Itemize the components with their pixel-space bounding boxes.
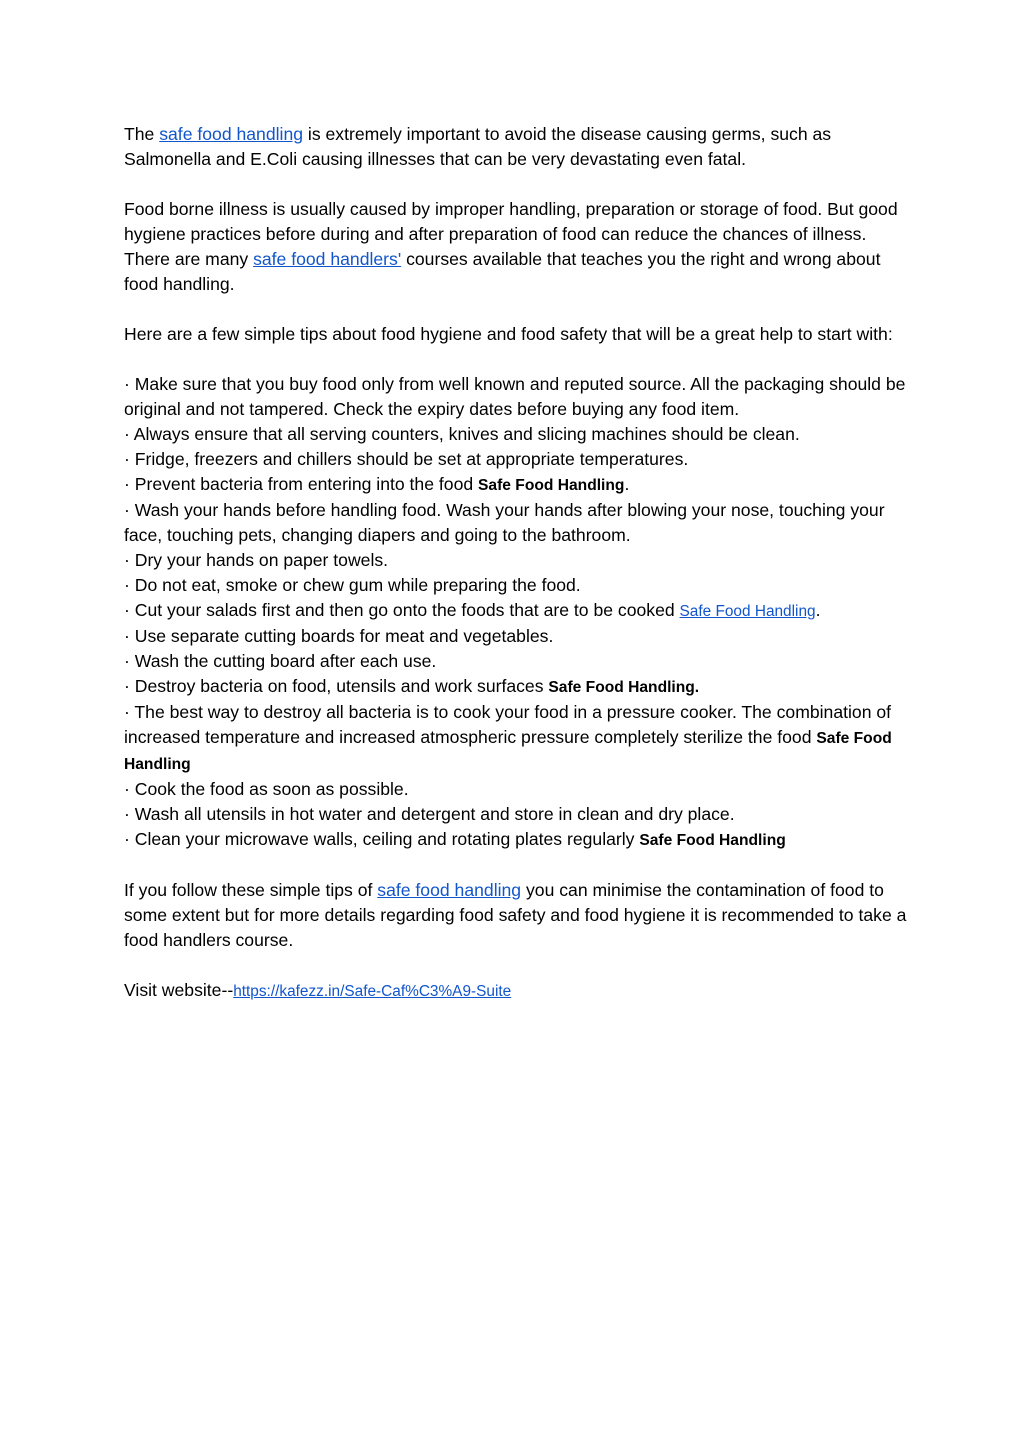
safe-food-handling-link[interactable]: safe food handling [159,124,304,144]
conclusion-paragraph [124,878,914,953]
tip-item: · Dry your hands on paper towels. [124,550,389,570]
tips-intro-paragraph: Here are a few simple tips about food hygiene and food safety that will be a great help to start with: [124,324,893,344]
conclusion-text-end: you can minimise the contamination of food to some extent but for more details regarding food safety and food hygiene it is recommended to take a food handlers course. [124,880,907,950]
paragraph-gap [124,953,914,978]
tip-end: . [624,474,630,494]
intro-text-end: is extremely important to avoid the disease causing germs, such as Salmonella and E.Coli causing illnesses that can be very devastating even fatal. [124,124,832,169]
tip-text: · Cut your salads first and then go onto the foods that are to be cooked [124,600,680,620]
paragraph-gap [124,297,914,322]
tip-bold-label: Safe Food Handling [124,730,892,773]
tip-text: · The best way to destroy all bacteria is to cook your food in a pressure cooker. The combination of increased temperature and increased atmospheric pressure completely sterilize the food [124,702,892,747]
paragraph-gap [124,347,914,372]
tip-text: · Destroy bacteria on food, utensils and work surfaces [124,676,549,696]
tip-item: · Make sure that you buy food only from well known and reputed source. All the packaging should be original and not tampered. Check the expiry dates before buying any food item. [124,374,906,419]
illness-text-start: Food borne illness is usually caused by improper handling, preparation or storage of food. But good hygiene practices before during and after preparation of food can reduce the chances of illness. There are many [124,199,898,269]
tip-item: · Fridge, freezers and chillers should be set at appropriate temperatures. [124,449,689,469]
tip-item: · Wash all utensils in hot water and detergent and store in clean and dry place. [124,804,735,824]
document-body [124,122,914,1004]
tip-text: · Prevent bacteria from entering into the food [124,474,479,494]
conclusion-text-start: If you follow these simple tips of [124,880,378,900]
tip-item: · Do not eat, smoke or chew gum while preparing the food. [124,575,581,595]
tip-item: · Wash your hands before handling food. Wash your hands after blowing your nose, touching your face, touching pets, changing diapers and going to the bathroom. [124,500,885,545]
tip-text: · Clean your microwave walls, ceiling and rotating plates regularly [124,829,640,849]
tip-item [124,674,914,700]
tip-bold-label: Safe Food Handling. [548,679,700,696]
intro-paragraph [124,122,914,172]
paragraph-gap [124,853,914,878]
safe-food-handlers-link[interactable]: safe food handlers' [253,249,402,269]
tip-bold-label: Safe Food Handling [639,832,786,849]
tip-item: · Wash the cutting board after each use. [124,651,437,671]
website-link[interactable]: https://kafezz.in/Safe-Caf%C3%A9-Suite [233,983,512,1000]
tip-item: · Always ensure that all serving counters, knives and slicing machines should be clean. [124,424,800,444]
intro-text-start: The [124,124,160,144]
tip-bold-label: Safe Food Handling [478,477,625,494]
tip-item [124,472,914,498]
tip-item [124,827,914,853]
tip-item: · Cook the food as soon as possible. [124,779,409,799]
safe-food-handling-link[interactable]: safe food handling [377,880,522,900]
illness-paragraph [124,197,914,297]
tip-item: · Use separate cutting boards for meat and vegetables. [124,626,554,646]
illness-text-end: courses available that teaches you the right and wrong about food handling. [124,249,881,294]
safe-food-handling-tip-link[interactable]: Safe Food Handling [679,603,816,620]
paragraph-gap [124,172,914,197]
tip-item [124,700,914,777]
tip-end: . [815,600,821,620]
website-label: Visit website-- [124,980,234,1000]
tip-item [124,598,914,624]
website-paragraph [124,978,914,1004]
